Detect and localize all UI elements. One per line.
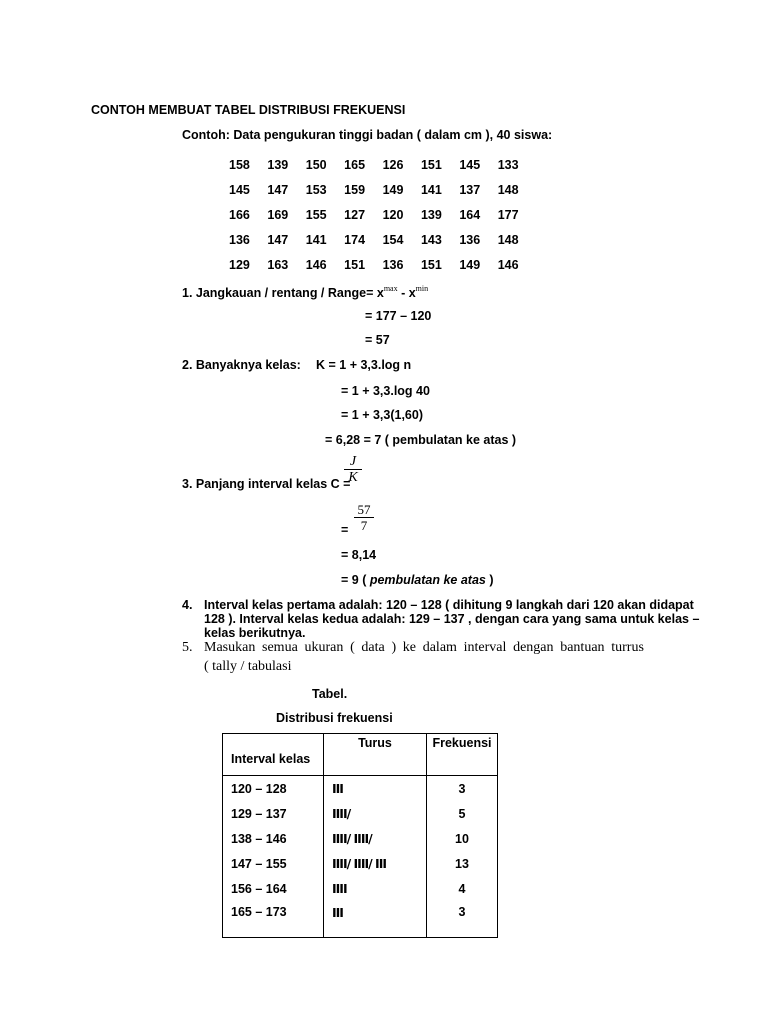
interval-cell: 165 – 173 <box>223 901 324 938</box>
data-value: 151 <box>344 257 366 272</box>
data-value: 158 <box>229 157 250 172</box>
step5-line1: Masukan semua ukuran ( data ) ke dalam interval dengan bantuan turrus <box>204 640 644 655</box>
data-value: 166 <box>229 207 250 222</box>
frac1-num: J <box>349 454 357 469</box>
data-value: 120 <box>382 207 404 222</box>
data-value: 165 <box>344 157 366 172</box>
data-row <box>229 202 536 227</box>
step4-line3: kelas berikutnya. <box>204 626 306 640</box>
table-row <box>223 851 498 876</box>
data-value: 126 <box>382 157 404 172</box>
data-value: 139 <box>420 207 442 222</box>
step3-line4-italic: pembulatan ke atas <box>369 573 486 587</box>
data-value: 148 <box>497 182 519 197</box>
data-value: 174 <box>344 232 366 247</box>
step2-label: 2. Banyaknya kelas: <box>182 358 301 372</box>
freq-cell: 10 <box>427 826 498 851</box>
tally-cell: IIII/ IIII/ III <box>324 851 427 876</box>
data-value: 147 <box>267 232 289 247</box>
step4-line1: Interval kelas pertama adalah: 120 – 128 ( dihitung 9 langkah dari 120 akan didapat <box>204 598 694 612</box>
table-row <box>223 901 498 938</box>
frac1-den: K <box>348 470 358 485</box>
data-value: 136 <box>382 257 404 272</box>
tally-cell: III <box>324 776 427 802</box>
freq-cell: 3 <box>427 901 498 938</box>
step1-text: 1. Jangkauan / rentang / Range= x <box>182 286 384 300</box>
data-row <box>229 177 536 202</box>
step3-line3: = 8,14 <box>341 548 377 562</box>
fraction-57-over-7 <box>354 502 374 533</box>
step3-label: 3. Panjang interval kelas C = <box>182 477 351 491</box>
step4-line2: 128 ). Interval kelas kedua adalah: 129 – 137 , dengan cara yang sama untuk kelas – <box>204 612 700 626</box>
header-frekuensi-text: Frekuensi <box>432 736 492 750</box>
header-turus-text: Turus <box>358 736 392 750</box>
step3-eq: = <box>341 523 349 537</box>
interval-cell: 156 – 164 <box>223 876 324 901</box>
interval-cell: 138 – 146 <box>223 826 324 851</box>
freq-cell: 3 <box>427 776 498 802</box>
table-row <box>223 801 498 826</box>
header-interval-text: Interval kelas <box>231 752 311 766</box>
data-value: 169 <box>267 207 289 222</box>
data-value: 143 <box>420 232 442 247</box>
data-value: 137 <box>459 182 481 197</box>
data-row <box>229 227 536 252</box>
step2-line2: = 1 + 3,3.log 40 <box>341 384 430 398</box>
interval-cell: 129 – 137 <box>223 801 324 826</box>
sup-max: max <box>383 284 398 293</box>
data-value: 136 <box>229 232 250 247</box>
header-turus <box>324 734 427 776</box>
tally-cell: IIII/ IIII/ <box>324 826 427 851</box>
data-value: 154 <box>382 232 404 247</box>
data-row <box>229 252 536 277</box>
data-value: 149 <box>459 257 481 272</box>
page-title: CONTOH MEMBUAT TABEL DISTRIBUSI FREKUENSI <box>91 103 406 117</box>
step3-line4-prefix: = 9 ( <box>341 573 370 587</box>
sup-min: min <box>415 284 429 293</box>
data-value: 150 <box>305 157 327 172</box>
data-value: 177 <box>497 207 519 222</box>
frequency-table <box>222 733 498 938</box>
table-row <box>223 876 498 901</box>
data-value: 133 <box>497 157 519 172</box>
data-value: 155 <box>305 207 327 222</box>
tally-cell: III <box>324 901 427 938</box>
frac2-num: 57 <box>357 502 371 517</box>
intro-text: Contoh: Data pengukuran tinggi badan ( dalam cm ), 40 siswa: <box>182 128 553 142</box>
step2-formula: K = 1 + 3,3.log n <box>316 358 412 372</box>
data-value: 146 <box>497 257 519 272</box>
table-title: Distribusi frekuensi <box>276 711 393 725</box>
data-row <box>229 152 536 177</box>
step5-line2: ( tally / tabulasi <box>204 659 292 674</box>
data-value: 147 <box>267 182 289 197</box>
data-value: 151 <box>420 257 442 272</box>
step3-line4 <box>341 573 494 587</box>
data-value: 151 <box>420 157 442 172</box>
table-header-row <box>223 734 498 776</box>
freq-cell: 13 <box>427 851 498 876</box>
data-value: 159 <box>344 182 366 197</box>
header-frekuensi <box>427 734 498 776</box>
data-value: 146 <box>305 257 327 272</box>
tally-cell: IIII <box>324 876 427 901</box>
table-row <box>223 776 498 802</box>
step4-num: 4. <box>182 598 193 612</box>
data-value: 149 <box>382 182 404 197</box>
step1-label <box>182 284 428 300</box>
freq-cell: 5 <box>427 801 498 826</box>
data-value: 129 <box>229 257 250 272</box>
data-value: 139 <box>267 157 289 172</box>
step5-num: 5. <box>182 640 193 655</box>
data-value: 148 <box>497 232 519 247</box>
data-value: 145 <box>229 182 250 197</box>
step2-line3: = 1 + 3,3(1,60) <box>341 408 424 422</box>
data-value: 136 <box>459 232 481 247</box>
table-caption: Tabel. <box>312 687 348 701</box>
data-value: 145 <box>459 157 481 172</box>
interval-cell: 120 – 128 <box>223 776 324 802</box>
interval-cell: 147 – 155 <box>223 851 324 876</box>
data-value: 164 <box>459 207 481 222</box>
tally-cell: IIII/ <box>324 801 427 826</box>
step1-line2: = 177 – 120 <box>365 309 432 323</box>
header-interval <box>223 734 324 776</box>
raw-data-grid <box>229 152 536 277</box>
data-value: 141 <box>305 232 327 247</box>
step1-minus: - x <box>397 286 416 300</box>
freq-cell: 4 <box>427 876 498 901</box>
data-value: 163 <box>267 257 289 272</box>
table-row <box>223 826 498 851</box>
frac2-den: 7 <box>360 518 368 533</box>
step2-line4: = 6,28 = 7 ( pembulatan ke atas ) <box>325 433 517 447</box>
data-value: 153 <box>305 182 327 197</box>
step3-line4-suffix: ) <box>485 573 494 587</box>
data-value: 127 <box>344 207 366 222</box>
step1-line3: = 57 <box>365 333 390 347</box>
data-value: 141 <box>420 182 442 197</box>
